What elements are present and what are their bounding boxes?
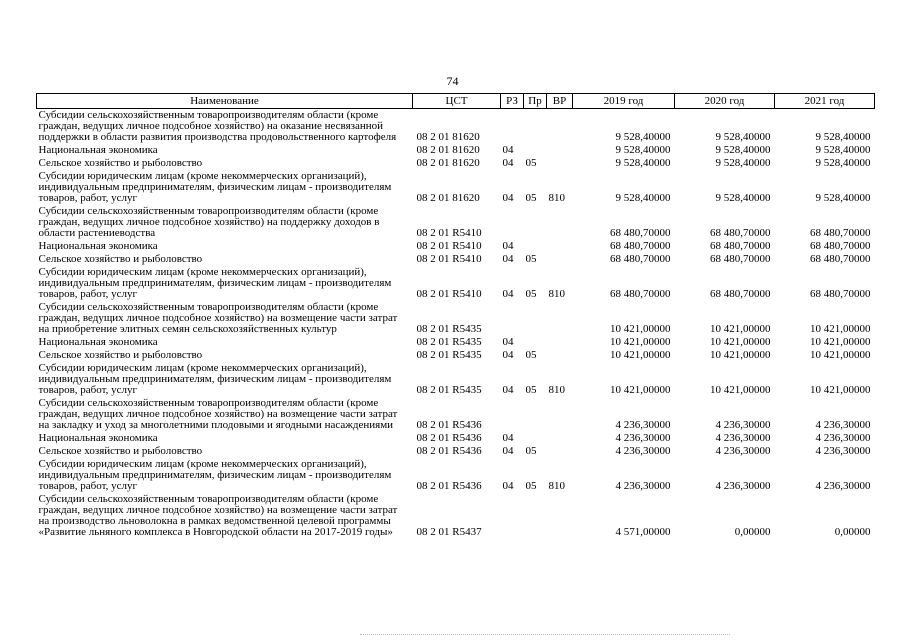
cell-cst: 08 2 01 R5436 [416,432,482,444]
column-header-vr: ВР [547,94,573,109]
cell-pr: 05 [525,157,537,169]
cell-cst: 08 2 01 R5436 [416,480,482,492]
cell-2020: 4 236,30000 [715,419,771,431]
cell-2021: 9 528,40000 [815,157,871,169]
cell-2020: 68 480,70000 [710,227,771,239]
cell-2021: 10 421,00000 [810,349,871,361]
cell-2021: 68 480,70000 [810,288,871,300]
cell-cst: 08 2 01 R5435 [416,336,482,348]
cell-2020: 9 528,40000 [715,144,771,156]
cell-pr [524,109,547,145]
cell-vr [547,336,573,349]
cell-2021: 4 236,30000 [815,432,871,444]
cell-pr [524,205,547,240]
cell-pr [524,432,547,445]
cell-2019: 9 528,40000 [615,157,671,169]
cell-pr: 05 [525,288,537,300]
column-header-cst: ЦСТ [413,94,501,109]
cell-name: Субсидии юридическим лицам (кроме некоммерческих организаций), индивидуальным предпринимателям, физическим лицам - производителям товаров, работ, услуг [38,458,392,492]
table-row [37,349,875,362]
cell-2021: 9 528,40000 [815,144,871,156]
table-row [37,432,875,445]
scan-artifact [360,634,730,636]
cell-2020: 4 236,30000 [715,445,771,457]
column-header-2021: 2021 год [775,94,875,109]
cell-rz: 04 [502,336,514,348]
cell-vr [547,157,573,170]
table-body [37,109,875,540]
cell-2019: 9 528,40000 [615,131,671,143]
table-row [37,362,875,397]
cell-pr [524,493,547,539]
cell-2020: 10 421,00000 [710,384,771,396]
cell-vr [547,349,573,362]
cell-pr [524,301,547,336]
cell-2020: 10 421,00000 [710,336,771,348]
cell-2019: 10 421,00000 [610,336,671,348]
table-row [37,170,875,205]
cell-cst: 08 2 01 R5436 [416,419,482,431]
cell-name: Субсидии сельскохозяйственным товаропроизводителям области (кроме граждан, ведущих личное подсобное хозяйство) на возмещение части затрат на закладку и уход за многолетними плодовыми и ягодными насаждениями [38,397,398,431]
cell-vr [547,205,573,240]
cell-2019: 68 480,70000 [610,227,671,239]
cell-2019: 68 480,70000 [610,288,671,300]
cell-name: Субсидии юридическим лицам (кроме некоммерческих организаций), индивидуальным предпринимателям, физическим лицам - производителям товаров, работ, услуг [38,266,392,300]
cell-2021: 0,00000 [834,526,871,538]
cell-rz [501,109,524,145]
cell-name: Национальная экономика [38,144,158,156]
cell-2020: 4 236,30000 [715,432,771,444]
cell-name: Сельское хозяйство и рыболовство [38,445,203,457]
cell-name: Субсидии юридическим лицам (кроме некоммерческих организаций), индивидуальным предпринимателям, физическим лицам - производителям товаров, работ, услуг [38,170,392,204]
cell-cst: 08 2 01 R5436 [416,445,482,457]
cell-vr: 810 [548,192,565,204]
cell-2021: 9 528,40000 [815,192,871,204]
cell-vr [547,253,573,266]
table-row [37,266,875,301]
cell-2021: 4 236,30000 [815,445,871,457]
table-header-row [37,94,875,109]
cell-rz: 04 [502,480,514,492]
cell-cst: 08 2 01 R5410 [416,227,482,239]
cell-2021: 10 421,00000 [810,336,871,348]
column-header-2020: 2020 год [675,94,775,109]
cell-2021: 68 480,70000 [810,240,871,252]
cell-2020: 68 480,70000 [710,240,771,252]
cell-pr [524,240,547,253]
cell-pr [524,336,547,349]
table-row [37,240,875,253]
cell-pr [524,144,547,157]
cell-vr [547,301,573,336]
table-row [37,458,875,493]
cell-2020: 9 528,40000 [715,131,771,143]
cell-vr [547,445,573,458]
cell-rz: 04 [502,288,514,300]
cell-2020: 68 480,70000 [710,253,771,265]
cell-2019: 4 236,30000 [615,432,671,444]
cell-2020: 10 421,00000 [710,349,771,361]
cell-2020: 9 528,40000 [715,192,771,204]
cell-2020: 10 421,00000 [710,323,771,335]
cell-2019: 4 236,30000 [615,480,671,492]
cell-pr [524,397,547,432]
cell-name: Сельское хозяйство и рыболовство [38,349,203,361]
cell-2021: 10 421,00000 [810,384,871,396]
cell-2021: 9 528,40000 [815,131,871,143]
table-row [37,253,875,266]
cell-rz: 04 [502,445,514,457]
budget-table [36,93,875,539]
cell-cst: 08 2 01 81620 [416,131,480,143]
page-number: 74 [446,74,459,88]
table-row [37,493,875,539]
cell-2020: 4 236,30000 [715,480,771,492]
cell-cst: 08 2 01 R5410 [416,288,482,300]
cell-2019: 10 421,00000 [610,384,671,396]
cell-vr: 810 [548,288,565,300]
cell-2019: 10 421,00000 [610,349,671,361]
cell-cst: 08 2 01 R5435 [416,384,482,396]
cell-name: Субсидии сельскохозяйственным товаропроизводителям области (кроме граждан, ведущих личное подсобное хозяйство) на возмещение части затрат на приобретение элитных семян сельскохозяйственных культур [38,301,398,335]
cell-2020: 0,00000 [734,526,771,538]
cell-pr: 05 [525,192,537,204]
cell-name: Субсидии сельскохозяйственным товаропроизводителям области (кроме граждан, ведущих личное подсобное хозяйство) на возмещение части затрат на производство льноволокна в рамках ведомственной целевой программы «Развитие льняного комплекса в Новгородской области на 2017-2019 годы» [38,493,398,538]
cell-cst: 08 2 01 R5437 [416,526,482,538]
table-row [37,301,875,336]
cell-pr: 05 [525,349,537,361]
cell-2021: 4 236,30000 [815,419,871,431]
cell-2019: 10 421,00000 [610,323,671,335]
cell-rz [501,301,524,336]
cell-cst: 08 2 01 81620 [416,144,480,156]
cell-2021: 4 236,30000 [815,480,871,492]
cell-rz: 04 [502,157,514,169]
cell-2019: 9 528,40000 [615,192,671,204]
cell-cst: 08 2 01 R5410 [416,253,482,265]
cell-2021: 68 480,70000 [810,227,871,239]
cell-name: Субсидии сельскохозяйственным товаропроизводителям области (кроме граждан, ведущих личное подсобное хозяйство) на оказание несвязанной поддержки в области развития производства продовольственного картофеля [38,109,397,143]
cell-rz [501,397,524,432]
cell-pr: 05 [525,384,537,396]
cell-rz: 04 [502,144,514,156]
cell-rz [501,205,524,240]
cell-rz: 04 [502,192,514,204]
column-header-name: Наименование [37,94,413,109]
cell-2021: 10 421,00000 [810,323,871,335]
cell-name: Субсидии юридическим лицам (кроме некоммерческих организаций), индивидуальным предпринимателям, физическим лицам - производителям товаров, работ, услуг [38,362,392,396]
cell-2020: 9 528,40000 [715,157,771,169]
column-header-pr: Пр [524,94,547,109]
table-row [37,109,875,145]
cell-cst: 08 2 01 R5435 [416,323,482,335]
cell-vr [547,397,573,432]
cell-2019: 4 236,30000 [615,445,671,457]
cell-name: Субсидии сельскохозяйственным товаропроизводителям области (кроме граждан, ведущих личное подсобное хозяйство) на поддержку доходов в области растениеводства [38,205,380,239]
cell-2019: 4 571,00000 [615,526,671,538]
cell-2019: 4 236,30000 [615,419,671,431]
cell-name: Сельское хозяйство и рыболовство [38,157,203,169]
cell-name: Национальная экономика [38,336,158,348]
table-row [37,205,875,240]
cell-rz: 04 [502,240,514,252]
cell-vr: 810 [548,480,565,492]
cell-2020: 68 480,70000 [710,288,771,300]
cell-rz: 04 [502,253,514,265]
cell-vr [547,240,573,253]
column-header-2019: 2019 год [573,94,675,109]
cell-pr: 05 [525,480,537,492]
cell-2019: 9 528,40000 [615,144,671,156]
cell-pr: 05 [525,445,537,457]
cell-vr [547,109,573,145]
cell-vr: 810 [548,384,565,396]
table-row [37,336,875,349]
cell-2019: 68 480,70000 [610,253,671,265]
table-row [37,397,875,432]
cell-vr [547,493,573,539]
cell-cst: 08 2 01 R5410 [416,240,482,252]
cell-name: Сельское хозяйство и рыболовство [38,253,203,265]
cell-vr [547,144,573,157]
cell-rz: 04 [502,432,514,444]
cell-vr [547,432,573,445]
cell-name: Национальная экономика [38,432,158,444]
cell-cst: 08 2 01 R5435 [416,349,482,361]
cell-2019: 68 480,70000 [610,240,671,252]
table-row [37,144,875,157]
cell-cst: 08 2 01 81620 [416,192,480,204]
cell-cst: 08 2 01 81620 [416,157,480,169]
table-row [37,157,875,170]
cell-rz: 04 [502,384,514,396]
cell-name: Национальная экономика [38,240,158,252]
cell-rz: 04 [502,349,514,361]
cell-rz [501,493,524,539]
column-header-rz: РЗ [501,94,524,109]
cell-pr: 05 [525,253,537,265]
cell-2021: 68 480,70000 [810,253,871,265]
table-row [37,445,875,458]
